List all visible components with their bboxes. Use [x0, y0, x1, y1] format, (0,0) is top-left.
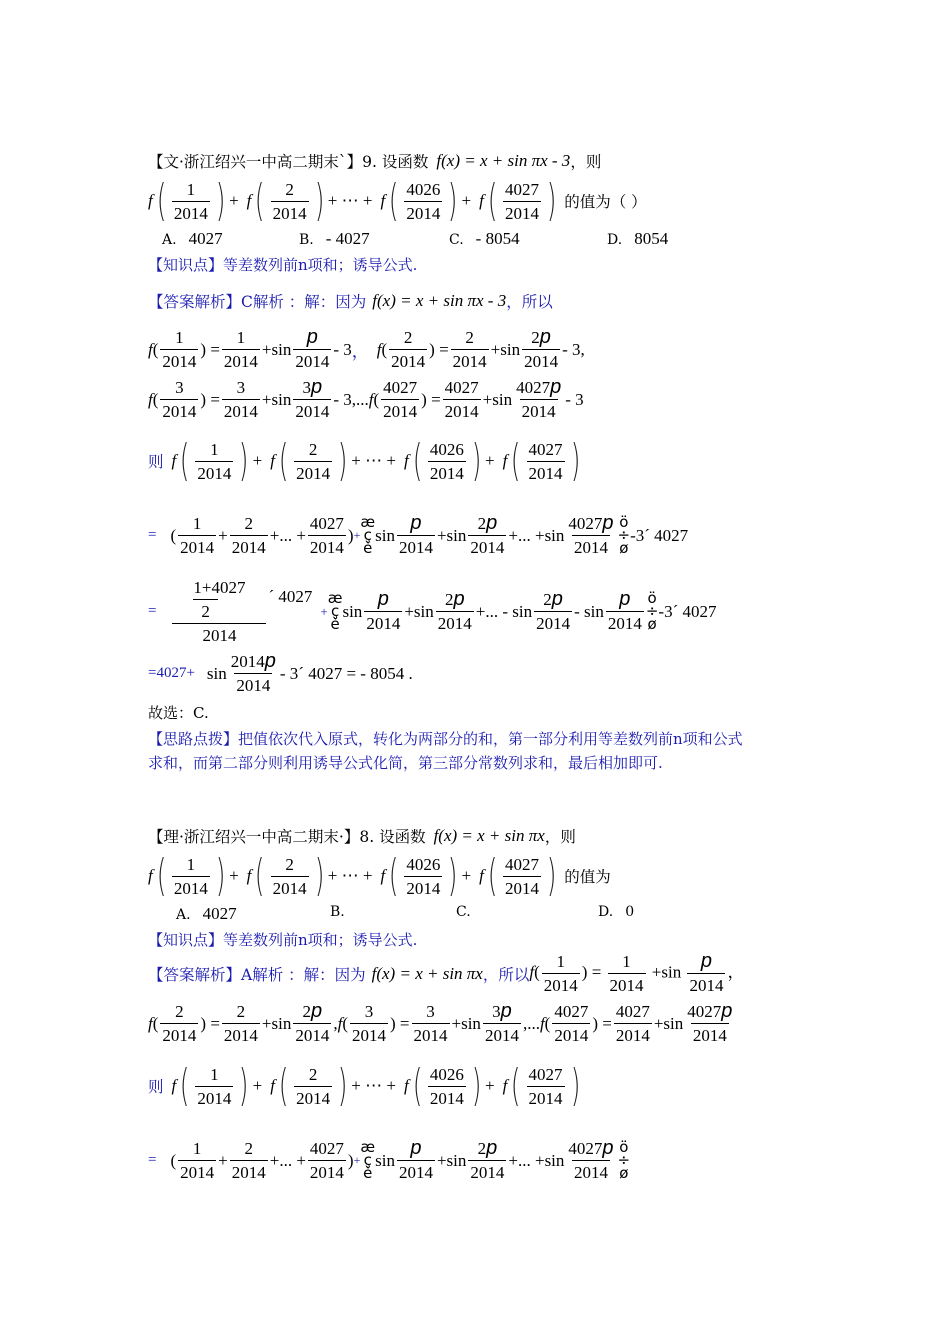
q2-option-c: C.: [456, 904, 471, 920]
q1-option-c: C. - 8054: [449, 229, 520, 248]
q1-answer-tail: ，所以: [506, 293, 553, 311]
q1-answer-function: f(x) = x + sin πx - 3: [372, 291, 507, 310]
q1-eq1: =: [148, 527, 157, 543]
q2-answer-function: f(x) = x + sin πx: [371, 963, 483, 983]
q1-hint-line-2: 求和，而第二部分则利用诱导公式化简，第三部分常数列求和，最后相加即可.: [148, 754, 663, 772]
q1-eq2: =: [148, 603, 157, 619]
q1-result-line: =4027+ sin $\frac{2014p}{2014}$ - 3´ 4027 = - 8054 .: [148, 650, 413, 695]
q2-then: 则: [148, 1078, 164, 1096]
q1-answer-head: 【答案解析】C解析 ：解：因为: [148, 293, 367, 311]
q2-header: 【理·浙江绍兴一中高二期末·】8. 设函数: [148, 828, 426, 846]
q2-option-a: A. 4027: [176, 904, 237, 923]
q1-function: f(x) = x + sin πx - 3: [436, 151, 571, 170]
q1-option-a: A. 4027: [162, 229, 223, 248]
q2-header-line: [148, 825, 576, 847]
q2-option-d: D. 0: [598, 904, 635, 920]
q2-answer-head: 【答案解析】A解析 ：解：因为: [148, 965, 366, 984]
q1-header-tail: ，则: [570, 153, 602, 171]
q1-expand-line-2: = 1+4027 2 2014 ´ 4027 + æ ç è sin $\frac{p}{2014}$ +sin $\frac{2p}{2014}$ +... - sin $\frac{2p}{2014}$ - sin $\frac{p}{2014}$ ö ÷ ø -3´ 4027: [148, 578, 717, 645]
q1-header-line: [148, 150, 601, 172]
q1-header: 【文·浙江绍兴一中高二期末`】9. 设函数: [148, 153, 429, 171]
q1-eval-line-1: f ( $\frac{1}{2014}$ ) = $\frac{1}{2014}$ +sin $\frac{p}{2014}$ - 3 ， f ( $\frac{2}{2014}$ ) = $\frac{2}{2014}$ +sin $\frac{2p}{2014}$ - 3,: [148, 326, 585, 371]
q1-answer-line: [148, 290, 553, 312]
q1-expand-line-1: = ( $\frac{1}{2014}$ + $\frac{2}{2014}$ +... + $\frac{4027}{2014}$ ) + æ ç è sin $\frac{p}{2014}$ +sin $\frac{2p}{2014}$ +... +sin $\frac{4027p}{2014}$ ö ÷ ø -3´ 4027: [148, 512, 689, 557]
q1-then: 则: [148, 453, 164, 471]
q2-answer-line: 【答案解析】A解析 ：解：因为 f(x) = x + sin πx ，所以 f( $\frac{1}{2014}$ ) = $\frac{1}{2014}$ +sin $\frac{p}{2014}$ ，: [148, 950, 745, 995]
q1-hint-line-1: 【思路点拨】把值依次代入原式，转化为两部分的和，第一部分利用等差数列前n项和公式: [148, 730, 743, 748]
q2-sum-suffix: 的值为: [564, 868, 611, 886]
q2-eq1: =: [148, 1152, 157, 1168]
q1-eval-line-2: f ( $\frac{3}{2014}$ ) = $\frac{3}{2014}$ +sin $\frac{3p}{2014}$ - 3,... f ( $\frac{4027}{2014}$ ) = $\frac{4027}{2014}$ +sin $\frac{4027p}{2014}$ - 3: [148, 376, 584, 421]
q1-sum-suffix: 的值为（ ）: [564, 193, 647, 211]
q1-options: [162, 229, 668, 249]
q1-sum-expression: f ( $\frac{1}{2014}$ ) + f ( $\frac{2}{2014}$ ) + ⋯ + f ( $\frac{4026}{2014}$ ) + f ( $\frac{4027}{2014}$ ) 的值为（ ）: [148, 175, 647, 226]
q1-eq3: =4027+: [148, 665, 195, 681]
q1-then-line: 则 f ( $\frac{1}{2014}$ ) + f ( $\frac{2}{2014}$ ) + ⋯ + f ( $\frac{4026}{2014}$ ) + f ( $\frac{4027}{2014}$ ): [148, 435, 580, 486]
q1-choose: 故选：C.: [148, 704, 209, 722]
q2-knowledge-point: 【知识点】等差数列前n项和；诱导公式.: [148, 931, 418, 949]
q2-header-tail: ，则: [544, 828, 576, 846]
q1-option-d: D. 8054: [607, 229, 669, 248]
q2-function: f(x) = x + sin πx: [433, 826, 545, 845]
q1-option-b: B. - 4027: [299, 229, 370, 248]
q2-options: [176, 904, 634, 924]
q2-option-b: B.: [330, 904, 345, 920]
q2-then-line: 则 f ( $\frac{1}{2014}$ ) + f ( $\frac{2}{2014}$ ) + ⋯ + f ( $\frac{4026}{2014}$ ) + f ( $\frac{4027}{2014}$ ): [148, 1060, 580, 1111]
q2-eval-line: f ( $\frac{2}{2014}$ ) = $\frac{2}{2014}$ +sin $\frac{2p}{2014}$ , f ( $\frac{3}{2014}$ ) = $\frac{3}{2014}$ +sin $\frac{3p}{2014}$ ,... f ( $\frac{4027}{2014}$ ) = $\frac{4027}{2014}$ +sin $\frac{4027p}{2014}$: [148, 1000, 733, 1045]
q1-knowledge-point: 【知识点】等差数列前n项和；诱导公式.: [148, 256, 418, 274]
q2-answer-tail: ，所以: [482, 965, 530, 984]
q2-sum-expression: f ( $\frac{1}{2014}$ ) + f ( $\frac{2}{2014}$ ) + ⋯ + f ( $\frac{4026}{2014}$ ) + f ( $\frac{4027}{2014}$ ) 的值为: [148, 850, 611, 901]
q2-expand-line: = ( $\frac{1}{2014}$ + $\frac{2}{2014}$ +... + $\frac{4027}{2014}$ ) + æ ç è sin $\frac{p}{2014}$ +sin $\frac{2p}{2014}$ +... +sin $\frac{4027p}{2014}$ ö ÷ ø: [148, 1137, 631, 1182]
